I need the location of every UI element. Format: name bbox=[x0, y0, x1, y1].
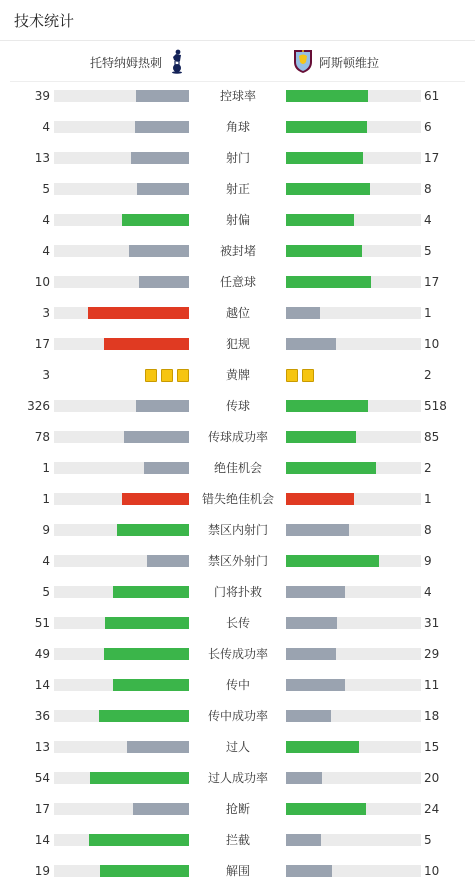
home-bar-track bbox=[54, 524, 189, 536]
home-value: 19 bbox=[34, 864, 50, 878]
stat-row bbox=[0, 551, 475, 571]
stat-label: 黄牌 bbox=[225, 368, 250, 382]
away-value: 5 bbox=[424, 833, 432, 847]
stat-row bbox=[0, 799, 475, 819]
home-value: 326 bbox=[27, 399, 50, 413]
away-bar-track bbox=[286, 586, 421, 598]
home-value: 51 bbox=[34, 616, 50, 630]
away-team-name: 阿斯顿维拉 bbox=[319, 55, 380, 70]
away-bar bbox=[286, 431, 356, 443]
away-value: 8 bbox=[424, 182, 432, 196]
away-value: 1 bbox=[424, 306, 432, 320]
home-bar bbox=[136, 90, 189, 102]
away-bar-track bbox=[286, 679, 421, 691]
stat-label: 犯规 bbox=[225, 337, 250, 351]
yellow-card-icon bbox=[145, 369, 157, 382]
away-value: 10 bbox=[424, 864, 440, 878]
stat-row bbox=[0, 272, 475, 292]
away-bar-track bbox=[286, 431, 421, 443]
home-bar bbox=[122, 493, 190, 505]
home-value: 5 bbox=[42, 585, 50, 599]
home-value: 4 bbox=[42, 213, 50, 227]
stat-label: 传中 bbox=[225, 678, 250, 692]
stat-label: 传球成功率 bbox=[207, 430, 268, 444]
stat-row bbox=[0, 210, 475, 230]
home-bar-track bbox=[54, 710, 189, 722]
home-bar-track bbox=[54, 803, 189, 815]
away-bar bbox=[286, 462, 376, 474]
stat-row bbox=[0, 458, 475, 478]
home-value: 9 bbox=[42, 523, 50, 537]
away-bar bbox=[286, 307, 320, 319]
stat-label: 被封堵 bbox=[219, 244, 256, 258]
away-bar-track bbox=[286, 90, 421, 102]
away-bar-track bbox=[286, 772, 421, 784]
stat-label: 射偏 bbox=[225, 213, 250, 227]
home-value: 13 bbox=[34, 740, 50, 754]
away-bar bbox=[286, 245, 362, 257]
stat-label: 抢断 bbox=[225, 802, 250, 816]
home-bar-track bbox=[54, 400, 189, 412]
home-value: 1 bbox=[42, 492, 50, 506]
away-value: 10 bbox=[424, 337, 440, 351]
away-bar bbox=[286, 214, 354, 226]
lion-crest-icon bbox=[293, 48, 313, 77]
home-value: 3 bbox=[42, 306, 50, 320]
home-value: 5 bbox=[42, 182, 50, 196]
home-value: 3 bbox=[42, 368, 50, 382]
stat-label: 角球 bbox=[225, 120, 250, 134]
away-value: 2 bbox=[424, 461, 432, 475]
divider bbox=[10, 81, 465, 82]
stat-row bbox=[0, 365, 475, 385]
stat-row bbox=[0, 675, 475, 695]
away-bar bbox=[286, 865, 332, 877]
home-bar-track bbox=[54, 245, 189, 257]
away-value: 61 bbox=[424, 89, 440, 103]
away-bar bbox=[286, 741, 359, 753]
away-bar bbox=[286, 152, 363, 164]
away-team[interactable] bbox=[293, 47, 379, 77]
away-bar-track bbox=[286, 276, 421, 288]
away-bar bbox=[286, 803, 366, 815]
home-value: 10 bbox=[34, 275, 50, 289]
home-bar-track bbox=[54, 586, 189, 598]
away-yellow-cards bbox=[286, 369, 314, 381]
yellow-card-icon bbox=[286, 369, 298, 382]
stat-row bbox=[0, 861, 475, 881]
home-value: 78 bbox=[34, 430, 50, 444]
home-bar bbox=[100, 865, 189, 877]
away-bar bbox=[286, 90, 368, 102]
stat-label: 长传 bbox=[225, 616, 250, 630]
away-bar bbox=[286, 710, 331, 722]
away-bar-track bbox=[286, 648, 421, 660]
home-bar-track bbox=[54, 648, 189, 660]
home-bar-track bbox=[54, 741, 189, 753]
away-value: 9 bbox=[424, 554, 432, 568]
home-bar-track bbox=[54, 152, 189, 164]
home-bar-track bbox=[54, 214, 189, 226]
away-value: 1 bbox=[424, 492, 432, 506]
home-bar-track bbox=[54, 493, 189, 505]
away-bar bbox=[286, 338, 336, 350]
home-bar-track bbox=[54, 834, 189, 846]
stat-row bbox=[0, 582, 475, 602]
stat-label: 射正 bbox=[225, 182, 250, 196]
away-bar-track bbox=[286, 555, 421, 567]
stat-label: 错失绝佳机会 bbox=[201, 492, 274, 506]
home-yellow-cards bbox=[145, 369, 189, 381]
home-bar bbox=[99, 710, 189, 722]
away-value: 6 bbox=[424, 120, 432, 134]
yellow-card-icon bbox=[302, 369, 314, 382]
away-value: 2 bbox=[424, 368, 432, 382]
home-bar-track bbox=[54, 121, 189, 133]
away-bar-track bbox=[286, 338, 421, 350]
away-bar-track bbox=[286, 741, 421, 753]
stat-row bbox=[0, 148, 475, 168]
home-bar bbox=[113, 679, 189, 691]
away-bar bbox=[286, 648, 336, 660]
home-value: 17 bbox=[34, 802, 50, 816]
stat-label: 禁区外射门 bbox=[207, 554, 268, 568]
home-bar-track bbox=[54, 865, 189, 877]
home-value: 4 bbox=[42, 554, 50, 568]
home-bar-track bbox=[54, 679, 189, 691]
away-bar-track bbox=[286, 183, 421, 195]
home-value: 36 bbox=[34, 709, 50, 723]
home-team[interactable] bbox=[90, 47, 184, 77]
home-bar bbox=[127, 741, 189, 753]
away-value: 29 bbox=[424, 647, 440, 661]
home-bar bbox=[89, 834, 189, 846]
away-value: 18 bbox=[424, 709, 440, 723]
away-bar bbox=[286, 679, 345, 691]
away-value: 4 bbox=[424, 213, 432, 227]
home-value: 39 bbox=[34, 89, 50, 103]
stat-row bbox=[0, 737, 475, 757]
away-bar-track bbox=[286, 307, 421, 319]
stat-row bbox=[0, 520, 475, 540]
stat-row bbox=[0, 427, 475, 447]
away-value: 17 bbox=[424, 275, 440, 289]
away-value: 31 bbox=[424, 616, 440, 630]
stat-label: 绝佳机会 bbox=[213, 461, 262, 475]
home-value: 4 bbox=[42, 120, 50, 134]
home-value: 49 bbox=[34, 647, 50, 661]
stat-row bbox=[0, 117, 475, 137]
yellow-card-icon bbox=[177, 369, 189, 382]
home-bar-track bbox=[54, 276, 189, 288]
stat-label: 传球 bbox=[225, 399, 250, 413]
yellow-card-icon bbox=[161, 369, 173, 382]
away-value: 4 bbox=[424, 585, 432, 599]
away-bar bbox=[286, 121, 367, 133]
home-value: 54 bbox=[34, 771, 50, 785]
away-bar bbox=[286, 617, 337, 629]
home-bar bbox=[117, 524, 189, 536]
home-bar bbox=[147, 555, 189, 567]
away-bar bbox=[286, 586, 345, 598]
away-value: 20 bbox=[424, 771, 440, 785]
away-value: 518 bbox=[424, 399, 447, 413]
stat-row bbox=[0, 396, 475, 416]
stat-row bbox=[0, 179, 475, 199]
home-bar-track bbox=[54, 90, 189, 102]
away-bar bbox=[286, 555, 379, 567]
home-bar-track bbox=[54, 617, 189, 629]
home-bar-track bbox=[54, 462, 189, 474]
home-bar-track bbox=[54, 183, 189, 195]
away-bar-track bbox=[286, 214, 421, 226]
away-value: 8 bbox=[424, 523, 432, 537]
stat-label: 射门 bbox=[225, 151, 250, 165]
away-bar-track bbox=[286, 462, 421, 474]
home-team-name: 托特纳姆热刺 bbox=[90, 55, 163, 70]
home-bar bbox=[124, 431, 189, 443]
home-bar bbox=[139, 276, 189, 288]
away-bar bbox=[286, 276, 371, 288]
home-bar bbox=[144, 462, 189, 474]
home-bar bbox=[129, 245, 189, 257]
stat-row bbox=[0, 768, 475, 788]
away-bar-track bbox=[286, 121, 421, 133]
away-bar-track bbox=[286, 803, 421, 815]
away-bar-track bbox=[286, 493, 421, 505]
home-bar-track bbox=[54, 431, 189, 443]
away-bar bbox=[286, 524, 349, 536]
home-value: 1 bbox=[42, 461, 50, 475]
home-bar bbox=[133, 803, 189, 815]
stat-row bbox=[0, 334, 475, 354]
away-bar bbox=[286, 772, 322, 784]
away-bar-track bbox=[286, 245, 421, 257]
away-bar bbox=[286, 400, 368, 412]
stat-row bbox=[0, 644, 475, 664]
home-value: 17 bbox=[34, 337, 50, 351]
away-bar-track bbox=[286, 617, 421, 629]
stat-row bbox=[0, 706, 475, 726]
away-value: 17 bbox=[424, 151, 440, 165]
page-title: 技术统计 bbox=[14, 12, 75, 30]
away-bar-track bbox=[286, 710, 421, 722]
away-bar-track bbox=[286, 524, 421, 536]
stat-label: 解围 bbox=[225, 864, 250, 878]
away-bar-track bbox=[286, 834, 421, 846]
stat-label: 长传成功率 bbox=[207, 647, 268, 661]
teams-header bbox=[0, 47, 475, 77]
stat-row bbox=[0, 86, 475, 106]
home-bar-track bbox=[54, 307, 189, 319]
home-value: 14 bbox=[34, 833, 50, 847]
cockerel-crest-icon bbox=[170, 48, 184, 77]
home-bar bbox=[88, 307, 189, 319]
stat-label: 过人成功率 bbox=[207, 771, 268, 785]
home-value: 14 bbox=[34, 678, 50, 692]
home-bar bbox=[137, 183, 189, 195]
away-bar-track bbox=[286, 400, 421, 412]
away-value: 15 bbox=[424, 740, 440, 754]
stat-label: 拦截 bbox=[225, 833, 250, 847]
home-bar bbox=[113, 586, 189, 598]
stat-row bbox=[0, 303, 475, 323]
away-bar bbox=[286, 493, 354, 505]
stat-row bbox=[0, 613, 475, 633]
stat-label: 传中成功率 bbox=[207, 709, 268, 723]
away-bar bbox=[286, 834, 321, 846]
home-bar bbox=[105, 617, 189, 629]
home-bar bbox=[104, 648, 189, 660]
stat-row bbox=[0, 830, 475, 850]
home-value: 4 bbox=[42, 244, 50, 258]
away-value: 11 bbox=[424, 678, 440, 692]
home-bar-track bbox=[54, 772, 189, 784]
away-bar-track bbox=[286, 152, 421, 164]
stat-label: 任意球 bbox=[219, 275, 256, 289]
home-bar bbox=[90, 772, 189, 784]
stat-row bbox=[0, 489, 475, 509]
home-bar-track bbox=[54, 555, 189, 567]
home-bar bbox=[104, 338, 189, 350]
away-value: 24 bbox=[424, 802, 440, 816]
away-value: 5 bbox=[424, 244, 432, 258]
away-bar bbox=[286, 183, 370, 195]
home-bar bbox=[131, 152, 189, 164]
away-value: 85 bbox=[424, 430, 440, 444]
stat-label: 禁区内射门 bbox=[207, 523, 268, 537]
stat-label: 控球率 bbox=[219, 89, 256, 103]
divider bbox=[0, 40, 475, 41]
stat-label: 过人 bbox=[225, 740, 250, 754]
away-bar-track bbox=[286, 865, 421, 877]
home-value: 13 bbox=[34, 151, 50, 165]
home-bar bbox=[135, 121, 189, 133]
stat-row bbox=[0, 241, 475, 261]
home-bar bbox=[136, 400, 189, 412]
stat-label: 越位 bbox=[225, 306, 250, 320]
home-bar-track bbox=[54, 338, 189, 350]
stat-label: 门将扑救 bbox=[213, 585, 262, 599]
home-bar bbox=[122, 214, 190, 226]
